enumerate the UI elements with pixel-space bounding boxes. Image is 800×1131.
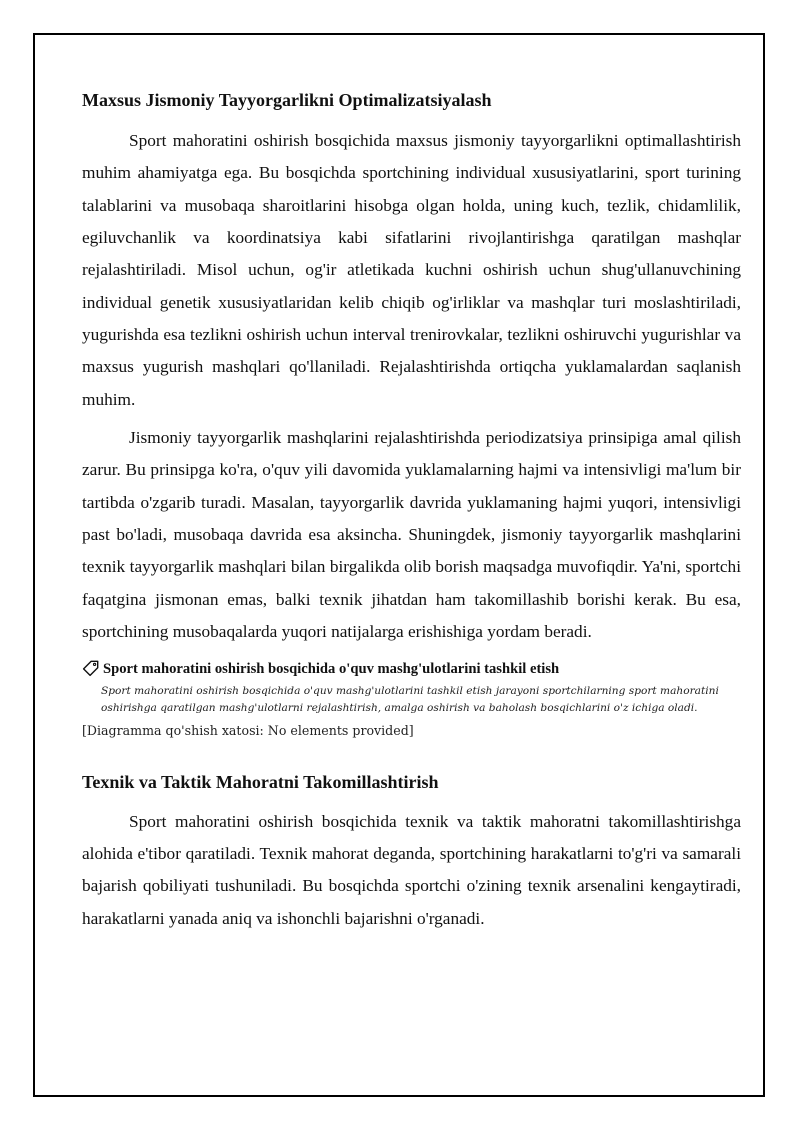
diagram-description: Sport mahoratini oshirish bosqichida o'quv mashg'ulotlarini tashkil etish jarayoni sportchilarning sport mahoratini oshirishga qaratilgan mashg'ulotlarni rejalashtirish, amalga oshirish va baholash bosqichlarini o'z ichiga oladi. — [101, 684, 719, 714]
body-paragraph: Sport mahoratini oshirish bosqichida texnik va taktik mahoratni takomillashtirishga alohida e'tibor qaratiladi. Texnik mahorat deganda, sportchining harakatlarni to'g'ri va samarali bajarish qobiliyati tushuniladi. Bu bosqichda sportchi o'zining texnik arsenalini kengaytiradi, harakatlarni yanada aniq va ishonchli bajarishni o'rganadi. — [82, 811, 741, 928]
diagram-title: Sport mahoratini oshirish bosqichida o'quv mashg'ulotlarini tashkil etish — [103, 660, 560, 677]
diagram-placeholder — [82, 659, 741, 740]
diagram-error-message: [Diagramma qo'shish xatosi: No elements provided] — [82, 722, 414, 738]
diagram-title-row — [82, 659, 741, 679]
section-heading-physical-preparation: Maxsus Jismoniy Tayyorgarlikni Optimalizatsiyalash — [82, 90, 492, 110]
section-heading-technical-tactical: Texnik va Taktik Mahoratni Takomillashtirish — [82, 771, 439, 792]
tag-icon — [82, 660, 99, 677]
body-paragraph: Jismoniy tayyorgarlik mashqlarini rejalashtirishda periodizatsiya prinsipiga amal qilish zarur. Bu prinsipga ko'ra, o'quv yili davomida yuklamalarning hajmi va intensivligi ma'lum bir tartibda o'zgarib turadi. Masalan, tayyorgarlik davrida yuklamaning hajmi yuqori, intensivligi past bo'ladi, musobaqa davrida esa aksincha. Shuningdek, jismoniy tayyorgarlik mashqlarini texnik tayyorgarlik mashqlari bilan birgalikda olib borish maqsadga muvofiqdir. Ya'ni, sportchi faqatgina jismonan emas, balki texnik jihatdan ham takomillashib borishi kerak. Bu esa, sportchining musobaqalarda yuqori natijalarga erishishiga yordam beradi. — [82, 428, 741, 642]
document-content — [82, 85, 741, 935]
body-paragraph: Sport mahoratini oshirish bosqichida maxsus jismoniy tayyorgarlikni optimallashtirish muhim ahamiyatga ega. Bu bosqichda sportchining individual xususiyatlarini, sport turining talablarini va musobaqa sharoitlarini hisobga olgan holda, uning kuch, tezlik, chidamlilik, egiluvchanlik va koordinatsiya kabi sifatlarini rivojlantirishga qaratilgan mashqlar rejalashtiriladi. Misol uchun, og'ir atletikada kuchni oshirish uchun shug'ullanuvchining individual genetik xususiyatlaridan kelib chiqib og'irliklar va mashqlar turi moslashtiriladi, yugurishda esa tezlikni oshirish uchun interval trenirovkalar, tezlikni oshiruvchi yugurishlar va maxsus yugurish mashqlari qo'llaniladi. Rejalashtirishda ortiqcha yuklamalardan saqlanish muhim. — [82, 131, 741, 409]
